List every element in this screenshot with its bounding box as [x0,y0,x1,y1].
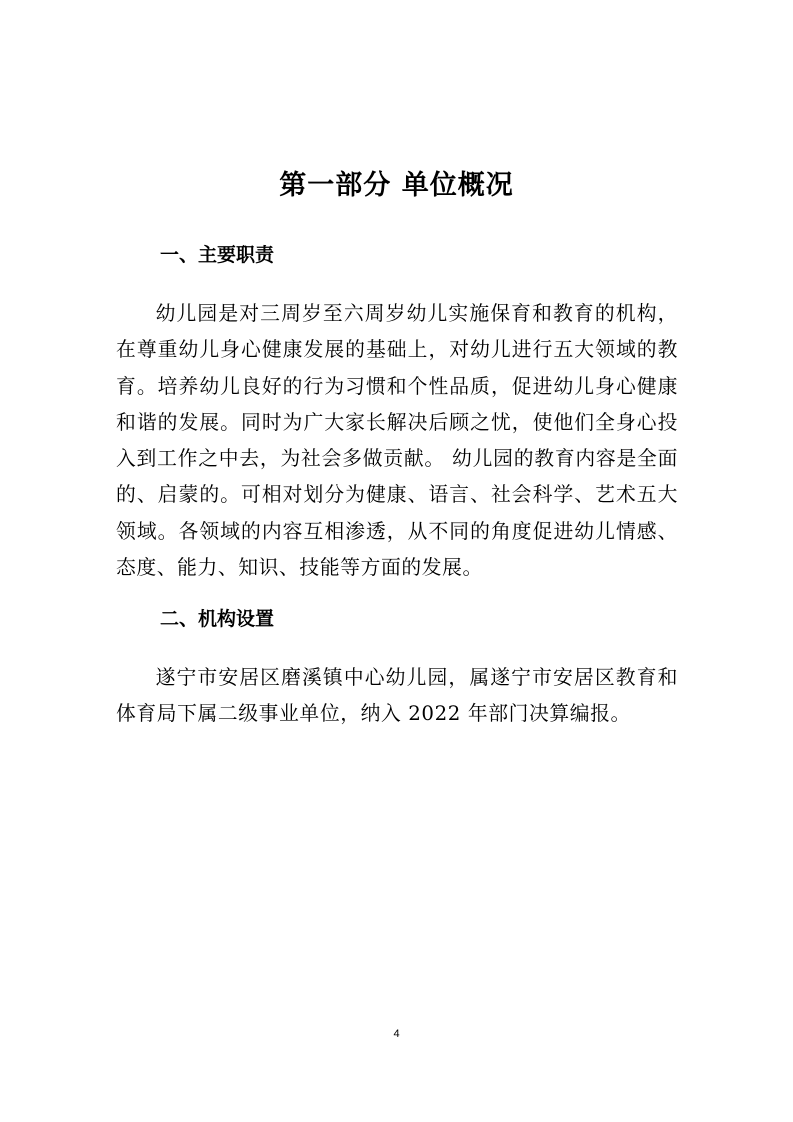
section-body-main-duties: 幼儿园是对三周岁至六周岁幼儿实施保育和教育的机构，在尊重幼儿身心健康发展的基础上，对幼儿进行五大领域的教育。培养幼儿良好的行为习惯和个性品质，促进幼儿身心健康和谐的发展。同时为广大家长解决后顾之忧，使他们全身心投入到工作之中去，为社会多做贡献。 幼儿园的教育内容是全面的、启蒙的。可相对划分为健康、语言、社会科学、艺术五大领域。各领域的内容互相渗透，从不同的角度促进幼儿情感、态度、能力、知识、技能等方面的发展。 [116,302,678,580]
section-body-organization: 遂宁市安居区磨溪镇中心幼儿园，属遂宁市安居区教育和体育局下属二级事业单位，纳入 2022 年部门决算编报。 [116,666,678,726]
page-number: 4 [393,1028,400,1040]
section-heading-organization: 二、机构设置 [160,608,275,630]
section-heading-main-duties: 一、主要职责 [160,244,275,266]
page-title: 第一部分 单位概况 [279,170,514,201]
